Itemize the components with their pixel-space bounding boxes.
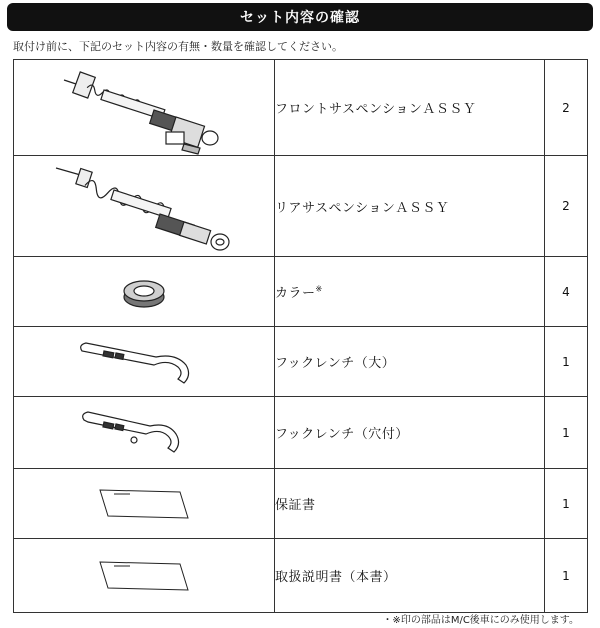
- item-quantity: 1: [545, 539, 588, 613]
- table-row: [14, 60, 588, 156]
- item-name: リアサスペンションＡＳＳＹ: [275, 156, 545, 257]
- rear-suspension-icon: [44, 156, 244, 256]
- item-image-cell: [14, 156, 275, 257]
- intro-text: 取付け前に、下記のセット内容の有無・数量を確認してください。: [13, 40, 343, 53]
- item-image-cell: [14, 397, 275, 469]
- item-quantity: 2: [545, 60, 588, 156]
- item-image-cell: [14, 539, 275, 613]
- contents-table: [13, 59, 588, 613]
- table-row: [14, 327, 588, 397]
- footnote-mark: ※: [315, 284, 323, 294]
- item-name: フックレンチ（大）: [275, 327, 545, 397]
- section-title: セット内容の確認: [240, 10, 360, 26]
- footnote: ・※印の部品はM/C後車にのみ使用します。: [382, 615, 579, 626]
- item-image-cell: [14, 257, 275, 327]
- item-quantity: 1: [545, 397, 588, 469]
- item-quantity: 2: [545, 156, 588, 257]
- hook-wrench-large-icon: [74, 337, 214, 387]
- item-name: 保証書: [275, 469, 545, 539]
- section-title-banner: [7, 3, 593, 31]
- table-row: [14, 539, 588, 613]
- front-suspension-icon: [44, 60, 244, 155]
- item-image-cell: [14, 327, 275, 397]
- item-name: カラー※: [275, 257, 545, 327]
- warranty-document-icon: [94, 484, 194, 524]
- table-row: [14, 156, 588, 257]
- item-quantity: 1: [545, 469, 588, 539]
- manual-document-icon: [94, 556, 194, 596]
- item-image-cell: [14, 469, 275, 539]
- table-row: [14, 397, 588, 469]
- item-quantity: 1: [545, 327, 588, 397]
- item-image-cell: [14, 60, 275, 156]
- table-row: [14, 469, 588, 539]
- item-quantity: 4: [545, 257, 588, 327]
- item-name: 取扱説明書（本書）: [275, 539, 545, 613]
- hook-wrench-pin-icon: [74, 408, 214, 458]
- item-name: フロントサスペンションＡＳＳＹ: [275, 60, 545, 156]
- table-row: [14, 257, 588, 327]
- collar-icon: [114, 267, 174, 317]
- item-name: フックレンチ（穴付）: [275, 397, 545, 469]
